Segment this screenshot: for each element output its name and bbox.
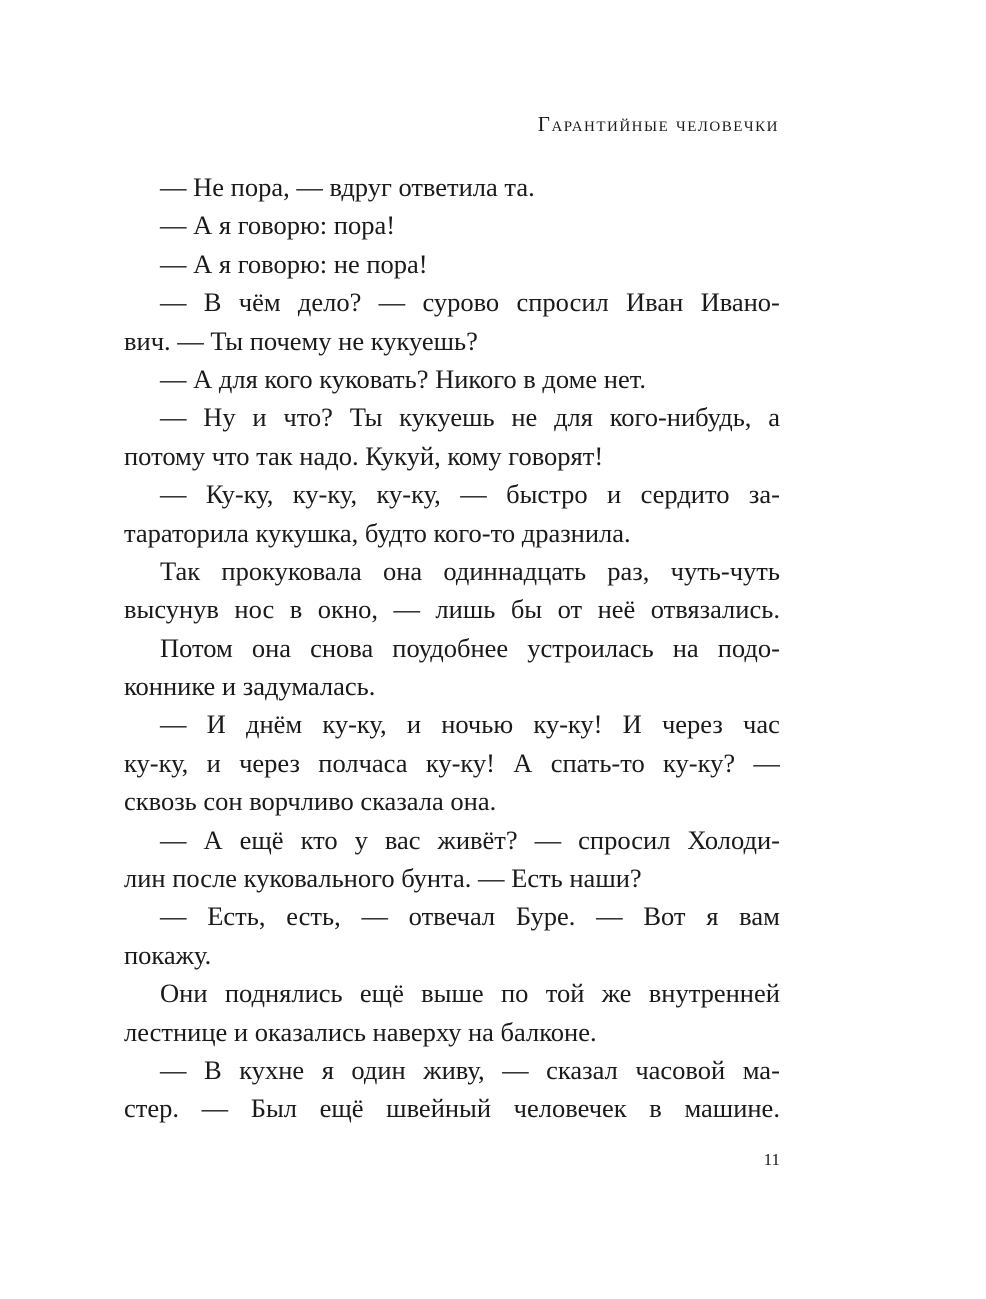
word: стер.: [124, 1093, 179, 1124]
word: И: [622, 709, 642, 740]
word: днём: [245, 709, 303, 740]
word: Ивано-: [700, 287, 780, 318]
word: —: [502, 1054, 529, 1085]
word: в: [649, 1093, 662, 1124]
word: Был: [250, 1093, 297, 1124]
word: чём: [238, 287, 281, 318]
word: что?: [283, 402, 333, 433]
word: сердито: [640, 479, 730, 510]
word: машине.: [684, 1093, 780, 1124]
word: —: [160, 1054, 187, 1085]
word: ку-ку!: [425, 747, 495, 778]
word: швейный: [386, 1093, 492, 1124]
text-line: вич. — Ты почему не кукуешь?: [124, 325, 478, 356]
text-line: — Не пора, — вдруг ответила та.: [160, 172, 535, 202]
word: быстро: [506, 479, 588, 510]
word: один: [351, 1054, 406, 1085]
word: высунув: [124, 594, 219, 625]
word: сказал: [546, 1054, 618, 1085]
word: —: [201, 1093, 229, 1124]
word: отвязались.: [650, 594, 780, 625]
text-line: — А я говорю: пора!: [160, 210, 396, 241]
text-line: [124, 398, 780, 436]
word: —: [160, 479, 187, 510]
word: Холоди-: [687, 824, 780, 855]
word: одиннадцать: [443, 555, 587, 586]
word: на: [672, 632, 699, 663]
word: бы: [510, 594, 543, 625]
text-line: [124, 1089, 780, 1127]
word: —: [460, 479, 487, 510]
running-header: Гарантийные человечки: [537, 112, 779, 136]
text-line: [124, 897, 780, 935]
word: устроилась: [527, 632, 654, 663]
text-line: — А я говорю: не пора!: [160, 248, 428, 279]
word: Вот: [643, 901, 686, 932]
word: от: [557, 594, 583, 625]
word: через: [239, 747, 300, 778]
word: вас: [384, 824, 421, 855]
text-line: [124, 821, 780, 859]
word: Потом: [160, 632, 233, 663]
text-line: сквозь сон ворчливо сказала она.: [124, 786, 497, 817]
word: отвечал: [408, 901, 496, 932]
word: для: [554, 402, 593, 433]
word: —: [160, 402, 187, 433]
word: и: [206, 747, 221, 778]
text-line: потому что так надо. Кукуй, кому говорят!: [124, 440, 604, 471]
word: ночью: [441, 709, 514, 740]
text-line: [124, 552, 780, 590]
word: и: [252, 402, 267, 433]
text-line: [124, 974, 780, 1012]
word: спросил: [578, 824, 671, 855]
text-line: лин после куковального бунта. — Есть наши?: [124, 863, 642, 894]
word: час: [743, 709, 780, 740]
word: —: [753, 747, 780, 778]
word: —: [378, 287, 406, 318]
text-line: коннике и задумалась.: [124, 671, 376, 702]
word: кухне: [239, 1054, 305, 1085]
word: —: [534, 824, 562, 855]
word: ку-ку,: [322, 709, 387, 740]
text-line: покажу.: [124, 939, 212, 970]
word: Буре.: [515, 901, 576, 932]
text-line: лестнице и оказались наверху на балконе.: [124, 1016, 597, 1047]
word: человечек: [513, 1093, 627, 1124]
word: ку-ку?: [663, 747, 736, 778]
word: Ку-ку,: [205, 479, 274, 510]
word: спать-то: [550, 747, 645, 778]
word: же: [601, 978, 632, 1009]
word: я: [321, 1054, 334, 1085]
word: ку-ку,: [124, 747, 189, 778]
text-line: — А для кого куковать? Никого в доме нет.: [160, 363, 646, 394]
page-number: 11: [763, 1150, 780, 1169]
word: окно,: [317, 594, 378, 625]
word: живу,: [423, 1054, 485, 1085]
word: вам: [739, 901, 780, 932]
word: подо-: [717, 632, 780, 663]
text-line: [124, 744, 780, 782]
body-text: [124, 168, 780, 1128]
word: спросил: [516, 287, 609, 318]
word: Так: [160, 555, 201, 586]
word: Ты: [349, 402, 383, 433]
word: выше: [421, 978, 484, 1009]
word: в: [289, 594, 303, 625]
word: кого-нибудь,: [609, 402, 752, 433]
word: а: [768, 402, 780, 433]
word: раз,: [607, 555, 650, 586]
word: полчаса: [318, 747, 408, 778]
word: той: [545, 978, 585, 1009]
word: В: [204, 1054, 222, 1085]
text-line: тараторила кукушка, будто кого-то дразнила.: [124, 517, 631, 548]
word: живёт?: [437, 824, 518, 855]
word: А: [513, 747, 533, 778]
word: ещё: [239, 824, 284, 855]
word: я: [706, 901, 719, 932]
word: А: [203, 824, 223, 855]
word: ку-ку!: [533, 709, 603, 740]
word: кто: [300, 824, 338, 855]
text-line: [124, 705, 780, 743]
word: кукуешь: [399, 402, 495, 433]
word: поудобнее: [392, 632, 509, 663]
word: сурово: [422, 287, 500, 318]
word: —: [160, 287, 187, 318]
word: через: [661, 709, 723, 740]
word: внутренней: [648, 978, 780, 1009]
word: за-: [748, 479, 780, 510]
word: —: [160, 709, 187, 740]
word: лишь: [435, 594, 496, 625]
text-line: [124, 1051, 780, 1089]
word: у: [354, 824, 368, 855]
word: есть,: [286, 901, 341, 932]
word: —: [160, 824, 187, 855]
text-line: [124, 475, 780, 513]
word: ку-ку,: [376, 479, 441, 510]
word: ку-ку,: [292, 479, 358, 510]
word: чуть-чуть: [670, 555, 780, 586]
word: неё: [597, 594, 636, 625]
word: по: [500, 978, 529, 1009]
word: Есть,: [207, 901, 266, 932]
word: ма-: [742, 1054, 780, 1085]
word: поднялись: [224, 978, 343, 1009]
word: —: [596, 901, 623, 932]
text-line: [124, 590, 780, 628]
text-line: [124, 629, 780, 667]
word: и: [606, 479, 622, 510]
word: прокуковала: [221, 555, 362, 586]
word: снова: [310, 632, 374, 663]
word: Они: [160, 978, 208, 1009]
word: ещё: [319, 1093, 364, 1124]
word: нос: [234, 594, 275, 625]
word: Ну: [203, 402, 236, 433]
word: она: [251, 632, 292, 663]
word: она: [382, 555, 423, 586]
word: В: [203, 287, 222, 318]
word: часовой: [635, 1054, 726, 1085]
word: ещё: [359, 978, 404, 1009]
word: —: [361, 901, 388, 932]
word: не: [511, 402, 538, 433]
word: И: [206, 709, 226, 740]
text-line: [124, 283, 780, 321]
word: дело?: [297, 287, 362, 318]
word: и: [406, 709, 422, 740]
word: —: [393, 594, 420, 625]
word: Иван: [626, 287, 684, 318]
word: —: [160, 901, 187, 932]
